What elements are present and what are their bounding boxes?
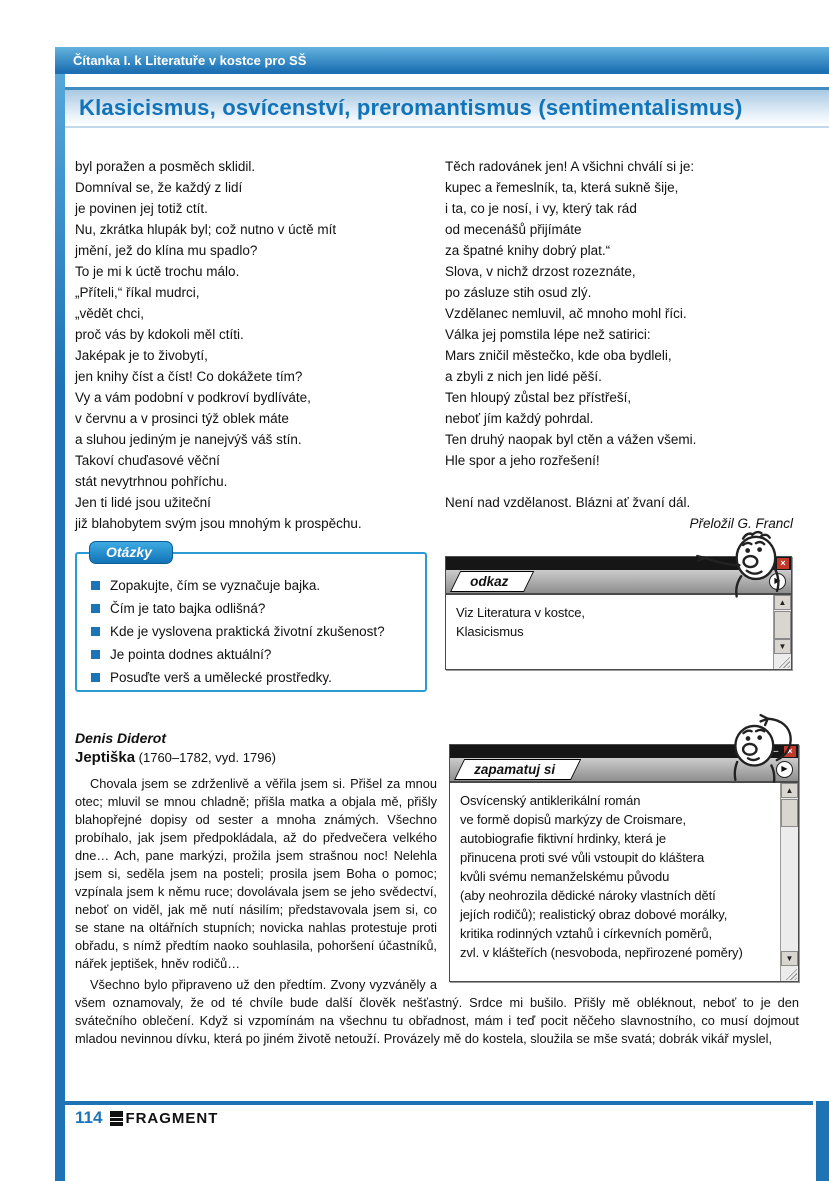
question-item: Zopakujte, čím se vyznačuje bajka.	[91, 574, 415, 597]
scroll-down-icon: ▼	[774, 639, 791, 654]
window-tab	[450, 571, 535, 592]
close-icon: ×	[777, 558, 789, 569]
infobox-line: Viz Literatura v kostce,	[456, 605, 585, 620]
work-meta: (1760–1782, vyd. 1796)	[135, 750, 276, 765]
translator-credit: Přeložil G. Francl	[689, 516, 793, 531]
footer-rule	[65, 1101, 813, 1105]
mascot-pointing-illustration	[693, 523, 795, 601]
poem-line: Mars zničil městečko, kde oba bydleli,	[445, 348, 672, 363]
poem-line: i ta, co je nosí, i vy, který tak rád	[445, 201, 637, 216]
scrollbar	[780, 783, 798, 981]
poem-line: a zbyli z nich jen lidé pěší.	[445, 369, 602, 384]
zapamatuj-infobox	[449, 744, 799, 982]
infobox-line: ve formě dopisů markýzy de Croismare,	[460, 812, 687, 827]
close-icon: ×	[784, 746, 796, 757]
infobox-line: jejích rodičů); realistický obraz dobové morálky,	[460, 907, 728, 922]
poem-line: Hle spor a jeho rozřešení!	[445, 453, 600, 468]
odkaz-infobox	[445, 556, 792, 670]
poem-line: Ten hloupý zůstal bez přístřeší,	[445, 390, 632, 405]
poem-line: je povinen jej totiž ctít.	[75, 201, 208, 216]
poem-line: Jaképak je to živobytí,	[75, 348, 208, 363]
infobox-line: autobiografie fiktivní hrdinky, která je	[460, 831, 667, 846]
window-tab	[454, 759, 581, 780]
publisher-logo-icon	[110, 1111, 123, 1126]
window-content	[450, 783, 798, 981]
questions-tab: Otázky	[89, 541, 173, 564]
scroll-thumb	[781, 799, 798, 827]
poem-line: Válka jej pomstila lépe než satirici:	[445, 327, 651, 342]
question-item: Je pointa dodnes aktuální?	[91, 643, 415, 666]
infobox-line: Osvícenský antiklerikální román	[460, 793, 641, 808]
poem-line: „vědět chci,	[75, 306, 145, 321]
poem-line: Vzdělanec nemluvil, ač mnoho mohl říci.	[445, 306, 687, 321]
poem-column-left	[75, 156, 445, 534]
infobox-line: zvl. v klášteřích (nesvoboda, nepřirozené poměry)	[460, 945, 743, 960]
poem-column-right	[445, 156, 799, 534]
window-tab-label: odkaz	[470, 574, 509, 589]
poem-line: za špatné knihy dobrý plat.“	[445, 243, 611, 258]
odkaz-text	[456, 603, 767, 641]
questions-box	[75, 544, 427, 692]
poem-line: To je mi k úctě trochu málo.	[75, 264, 240, 279]
book-header: Čítanka I. k Literatuře v kostce pro SŠ	[55, 47, 829, 74]
window-tab-label: zapamatuj si	[474, 762, 556, 777]
minimize-icon: –	[772, 745, 779, 757]
poem-line: Jen ti lidé jsou užiteční	[75, 495, 211, 510]
window-content	[446, 595, 791, 669]
window-arrow-icon: ▶	[776, 761, 793, 778]
poem-line: Těch radovánek jen! A všichni chválí si je:	[445, 159, 695, 174]
page-right-accent-bar	[816, 1101, 829, 1181]
infobox-line: Klasicismus	[456, 624, 524, 639]
chapter-band	[65, 87, 829, 128]
poem-line: již blahobytem svým jsou mnohým k prospěchu.	[75, 516, 362, 531]
poem-line: od mecenášů přijímáte	[445, 222, 582, 237]
infobox-line: kvůli svému nemanželskému původu	[460, 869, 670, 884]
poem-line: „Příteli,“ říkal mudrci,	[75, 285, 200, 300]
poem-excerpt	[75, 156, 799, 534]
publisher-logo-text: FRAGMENT	[125, 1109, 219, 1127]
poem-line: jen knihy číst a číst! Co dokážete tím?	[75, 369, 303, 384]
infobox-line: (aby neohrozila dědické nároky vlastních dětí	[460, 888, 716, 903]
poem-line: neboť jím každý pohrdal.	[445, 411, 594, 426]
chapter-title: Klasicismus, osvícenství, preromantismus (sentimentalismus)	[79, 95, 743, 120]
poem-right-lines	[445, 156, 799, 513]
poem-line: Domníval se, že každý z lidí	[75, 180, 243, 195]
questions-list	[77, 554, 425, 689]
poem-line: Vy a vám podobní v podkroví bydlíváte,	[75, 390, 311, 405]
question-item: Posuďte verš a umělecké prostředky.	[91, 666, 415, 689]
poem-line: Takoví chuďasové věční	[75, 453, 220, 468]
window-arrow-icon: ▶	[769, 573, 786, 590]
zapamatuj-text	[460, 791, 774, 962]
page-number: 114	[75, 1108, 103, 1127]
poem-line: proč vás by kdokoli měl ctíti.	[75, 327, 244, 342]
poem-line: po zásluze stih osud zlý.	[445, 285, 592, 300]
infobox-line: kritika rodinných vztahů i církevních poměrů,	[460, 926, 712, 941]
poem-line	[445, 471, 799, 492]
poem-line: kupec a řemeslník, ta, která sukně šije,	[445, 180, 679, 195]
scroll-thumb	[774, 611, 791, 639]
poem-line: stát nevytrhnou pohříchu.	[75, 474, 228, 489]
poem-line: v červnu a v prosinci týž oblek máte	[75, 411, 289, 426]
infobox-line: přinucena proti své vůli vstoupit do kláštera	[460, 850, 705, 865]
question-item: Čím je tato bajka odlišná?	[91, 597, 415, 620]
mascot-thinking-illustration	[712, 702, 802, 784]
scroll-up-icon: ▲	[781, 783, 798, 798]
scroll-down-icon: ▼	[781, 951, 798, 966]
work-title: Jeptiška	[75, 749, 136, 766]
poem-line: Nu, zkrátka hlupák byl; což nutno v úctě mít	[75, 222, 337, 237]
poem-line: Slova, v nichž drzost rozeznáte,	[445, 264, 636, 279]
scroll-up-icon: ▲	[774, 595, 791, 610]
poem-line: Není nad vzdělanost. Blázni ať žvaní dál.	[445, 495, 691, 510]
author-section	[75, 730, 799, 1051]
poem-line: jmění, jež do klína mu spadlo?	[75, 243, 258, 258]
author-name: Denis Diderot	[75, 730, 167, 746]
excerpt-paragraph: Všechno bylo připraveno už den předtím. Zvony vyzváněly a všem oznamovaly, že od té chvíle bude další člověk nešťastný. Srdce mi bušilo. Přišly mě obléknout, neboť to je den svátečního oblečení. Když si vzpomínám na všechnu tu obřadnost, mám i teď pocit něčeho slavnostního, co musí dojmout mladou nevinnou dívku, která po jiném životě netouží. Provázely mě do kostela, sloužila se mše svatá; dobrák vikář myslel,	[75, 977, 799, 1046]
excerpt-paragraph: Chovala jsem se zdrženlivě a věřila jsem si. Přišel za mnou otec; mluvil se mnou chladně; přišla matka a objala mě, přišly blahopřejné dopisy od sester a mnoha známých. Všechno probíhalo, jak jsem předpokládala, až do předvečera velkého dne… Ach, pane markýzi, prožila jsem strašnou noc! Nelehla jsem si, seděla jsem na posteli; prosila jsem Boha o pomoc; vzpínala jsem k němu ruce; dovolávala jsem se jeho svědectví, neboť on viděl, jak mě nutí násilím; představovala jsem si, co se stane na oltářních stupních; novicka nahlas protestuje proti obřadu, s nímž předtím naoko souhlasila, pohoršení účastníků, nářek jeptišek, hněv rodičů…	[75, 776, 437, 971]
poem-line: Ten druhý naopak byl ctěn a vážen všemi.	[445, 432, 697, 447]
poem-line: a sluhou jediným je nanejvýš váš stín.	[75, 432, 302, 447]
page-left-accent-bar	[55, 47, 65, 1181]
poem-line: byl poražen a posměch sklidil.	[75, 159, 256, 174]
question-item: Kde je vyslovena praktická životní zkušenost?	[91, 620, 415, 643]
footer	[75, 1108, 218, 1128]
publisher-logo	[110, 1110, 218, 1127]
